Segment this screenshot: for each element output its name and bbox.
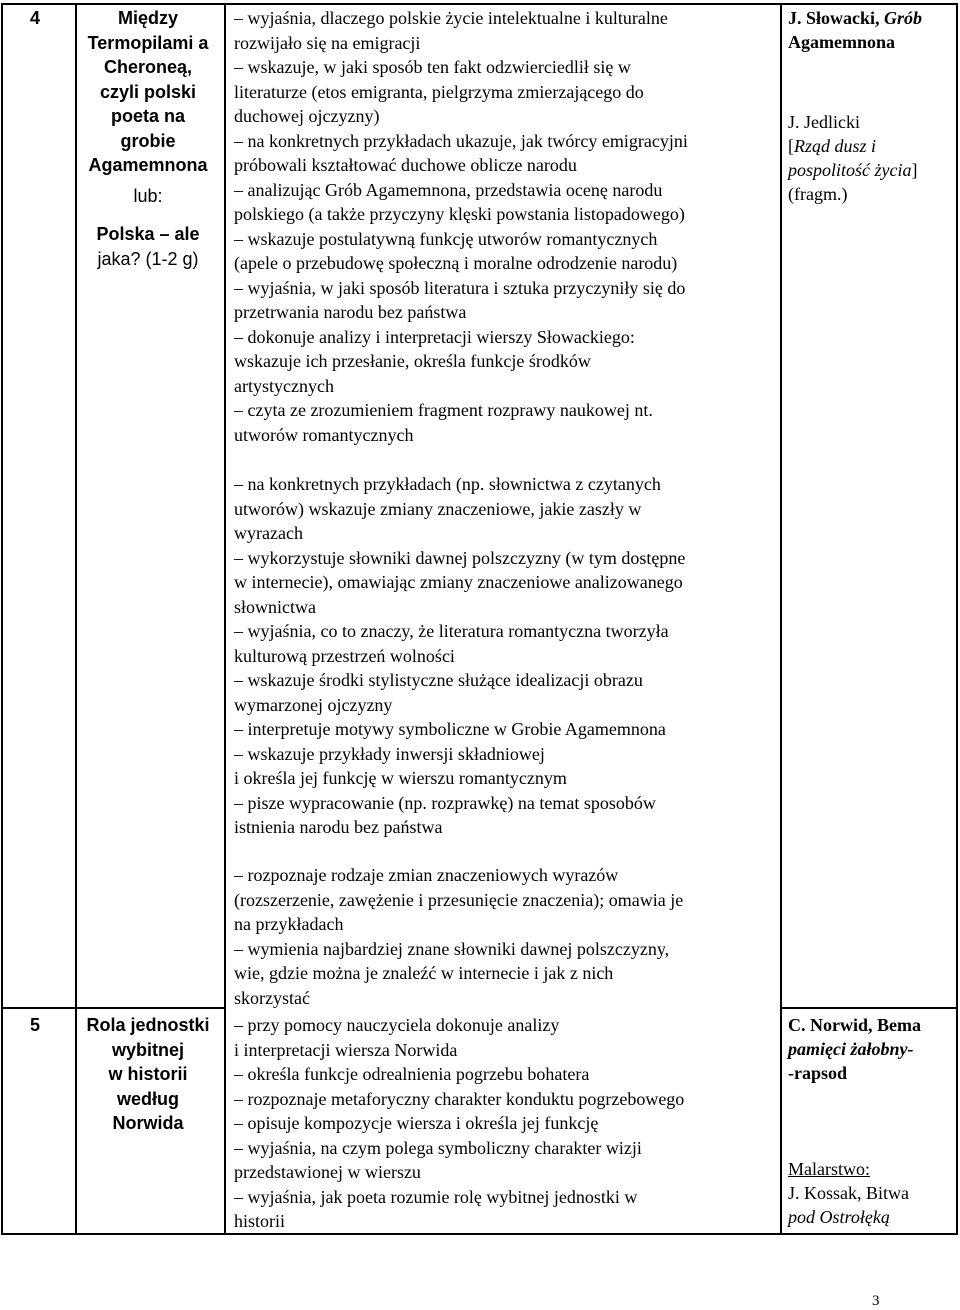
content-line: duchowej ojczyzny)	[234, 106, 380, 126]
reference-title-cont: pamięci żałobny-	[788, 1039, 914, 1059]
column-divider-topic	[224, 3, 226, 1235]
references-cell	[788, 6, 956, 206]
content-line: utworów) wskazuje zmiany znaczeniowe, jakie zaszły w	[234, 498, 642, 519]
content-line: – wyjaśnia, jak poeta rozumie rolę wybitnej jednostki w	[234, 1186, 638, 1207]
content-line: – wskazuje postulatywną funkcję utworów romantycznych	[234, 228, 658, 249]
topic-line: poeta na	[110, 106, 185, 126]
content-line: – wymienia najbardziej znane słowniki dawnej polszczyzny,	[234, 938, 670, 959]
content-line: – wyjaśnia, w jaki sposób literatura i sztuka przyczyniły się do	[234, 277, 686, 298]
content-line: wie, gdzie można je znaleźć w internecie i jak z nich	[234, 963, 614, 983]
content-block-3	[234, 863, 774, 1010]
topic-line: wybitnej	[111, 1039, 184, 1060]
content-block-2	[234, 472, 774, 840]
column-divider-content	[780, 3, 782, 1235]
content-line: i określa jej funkcję w wierszu romantycznym	[234, 768, 567, 788]
content-line: wskazuje ich przesłanie, określa funkcje środków	[234, 351, 591, 371]
content-line: – wykorzystuje słowniki dawnej polszczyzny (w tym dostępne	[234, 547, 686, 568]
content-line: – pisze wypracowanie (np. rozprawkę) na temat sposobów	[234, 792, 656, 813]
content-line: – interpretuje motywy symboliczne w Grobie Agamemnona	[234, 719, 666, 739]
table-right-border	[956, 3, 958, 1235]
reference-line	[788, 6, 956, 30]
topic-line: Między	[117, 8, 178, 28]
content-line: (rozszerzenie, zawężenie i przesunięcie znaczenia); omawia je	[234, 889, 684, 910]
reference-title-cont: pospolitość życia]	[788, 160, 918, 180]
table-top-border	[1, 3, 958, 5]
reference-title-cont: pod Ostrołęką	[788, 1207, 890, 1227]
reference-title: Bema	[877, 1015, 921, 1035]
reference-line	[788, 1181, 956, 1205]
topic-line: Agamemnona	[88, 155, 208, 175]
reference-title-cont: Agamemnona	[788, 32, 895, 52]
reference-line	[788, 1013, 956, 1037]
content-line: przetrwania narodu bez państwa	[234, 302, 467, 322]
topic-line: Termopilami a	[87, 32, 209, 53]
row-separator	[1, 1007, 224, 1009]
content-line: istnienia narodu bez państwa	[234, 817, 443, 837]
topic-line: Norwida	[112, 1113, 184, 1133]
content-line: rozwijało się na emigracji	[234, 32, 421, 53]
content-line: – rozpoznaje metaforyczny charakter konduktu pogrzebowego	[234, 1088, 685, 1109]
content-block-4	[234, 1013, 774, 1234]
reference-title: [Rząd dusz i	[788, 136, 877, 156]
topic-cell	[78, 1013, 218, 1136]
topic-line: czyli polski	[99, 81, 197, 102]
content-line: próbowali kształtować duchowe oblicze narodu	[234, 155, 577, 175]
reference-title: Bitwa	[866, 1183, 910, 1203]
content-line: – czyta ze zrozumieniem fragment rozprawy naukowej nt.	[234, 400, 653, 420]
reference-author: J. Jedlicki	[788, 112, 860, 132]
content-line: historii	[234, 1211, 286, 1231]
content-line: – rozpoznaje rodzaje zmian znaczeniowych wyrazów	[234, 865, 619, 885]
content-line: i interpretacji wiersza Norwida	[234, 1039, 458, 1060]
content-line: słownictwa	[234, 596, 316, 617]
topic-line: według	[117, 1088, 179, 1109]
reference-title-cont: -rapsod	[788, 1063, 848, 1083]
table-left-border	[1, 3, 3, 1235]
content-line: – wskazuje środki stylistyczne służące idealizacji obrazu	[234, 670, 643, 690]
content-line: utworów romantycznych	[234, 424, 414, 445]
reference-note: (fragm.)	[788, 184, 848, 204]
content-line: kulturową przestrzeń wolności	[234, 645, 455, 666]
content-line: (apele o przebudowę społeczną i moralne odrodzenie narodu)	[234, 253, 678, 273]
topic-alt-line: Polska – ale	[96, 224, 200, 244]
reference-author: J. Słowacki,	[788, 8, 885, 28]
reference-heading: Malarstwo:	[788, 1159, 870, 1179]
content-line: na przykładach	[234, 914, 344, 934]
content-block-1	[234, 6, 774, 447]
topic-line: Cheroneą,	[103, 57, 193, 77]
content-line: przedstawionej w wierszu	[234, 1162, 421, 1182]
page-number: 3	[872, 1293, 880, 1309]
content-line: polskiego (a także przyczyny klęski powstania listopadowego)	[234, 204, 685, 224]
topic-cell	[78, 6, 218, 271]
content-line: – wyjaśnia, dlaczego polskie życie intelektualne i kulturalne	[234, 8, 668, 28]
topic-alt-line: jaka? (1-2 g)	[97, 248, 199, 269]
reference-author: J. Kossak,	[788, 1183, 867, 1203]
content-line: – wskazuje, w jaki sposób ten fakt odzwierciedlił się w	[234, 57, 631, 77]
content-line: – wyjaśnia, na czym polega symboliczny charakter wizji	[234, 1137, 642, 1158]
content-line: – opisuje kompozycje wiersza i określa jej funkcję	[234, 1113, 599, 1133]
reference-title: Grób	[884, 8, 923, 28]
references-cell	[788, 1013, 956, 1229]
content-line: – na konkretnych przykładach ukazuje, jak twórcy emigracyjni	[234, 130, 688, 151]
content-line: wymarzonej ojczyzny	[234, 694, 393, 715]
content-line: – na konkretnych przykładach (np. słownictwa z czytanych	[234, 474, 661, 494]
row-number: 5	[30, 1015, 41, 1035]
content-line: wyrazach	[234, 523, 303, 543]
topic-line: grobie	[120, 130, 176, 151]
content-line: literaturze (etos emigranta, pielgrzyma zmierzającego do	[234, 81, 644, 102]
topic-line: w historii	[108, 1064, 188, 1084]
content-line: – wyjaśnia, co to znaczy, że literatura romantyczna tworzyła	[234, 621, 669, 641]
topic-line: Rola jednostki	[86, 1015, 210, 1035]
topic-or-label: lub:	[133, 185, 163, 206]
content-line: – analizując Grób Agamemnona, przedstawia ocenę narodu	[234, 179, 663, 200]
content-line: – dokonuje analizy i interpretacji wierszy Słowackiego:	[234, 326, 635, 347]
reference-author: C. Norwid,	[788, 1015, 877, 1035]
column-divider-number	[75, 3, 77, 1235]
content-line: – wskazuje przykłady inwersji składniowej	[234, 743, 545, 764]
content-line: artystycznych	[234, 375, 334, 396]
content-line: – określa funkcje odrealnienia pogrzebu bohatera	[234, 1064, 590, 1084]
row-number: 4	[30, 8, 41, 28]
content-line: – przy pomocy nauczyciela dokonuje analizy	[234, 1015, 560, 1035]
content-line: skorzystać	[234, 987, 310, 1008]
content-line: w internecie), omawiając zmiany znaczeniowe analizowanego	[234, 572, 683, 592]
row-separator-refs	[780, 1007, 958, 1009]
